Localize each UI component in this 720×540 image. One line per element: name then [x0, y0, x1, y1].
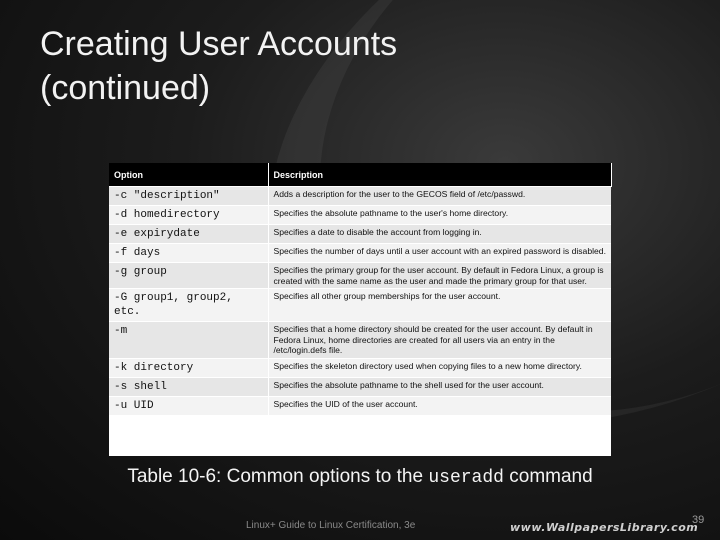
option-cell: -g group — [109, 263, 268, 289]
table-row — [109, 377, 611, 396]
caption-text: Table 10-6: Common options to the — [127, 466, 429, 487]
table-row — [109, 358, 611, 377]
table-row — [109, 396, 611, 415]
header-option: Option — [109, 163, 268, 187]
table-row — [109, 289, 611, 322]
option-cell: -c "description" — [109, 187, 268, 206]
description-cell: Specifies that a home directory should be created for the user account. By default in Fedora Linux, home directories are created for all users via an entry in the /etc/login.defs file. — [268, 322, 611, 359]
description-cell: Specifies the number of days until a user account with an expired password is disabled. — [268, 244, 611, 263]
table-row — [109, 206, 611, 225]
option-cell: -k directory — [109, 358, 268, 377]
option-cell: -u UID — [109, 396, 268, 415]
table-row — [109, 187, 611, 206]
description-cell: Specifies the UID of the user account. — [268, 396, 611, 415]
table-row — [109, 263, 611, 289]
footer-text: Linux+ Guide to Linux Certification, 3e — [246, 520, 416, 531]
caption-text-end: command — [503, 466, 593, 487]
description-cell: Specifies a date to disable the account from logging in. — [268, 225, 611, 244]
description-cell: Specifies all other group memberships for the user account. — [268, 289, 611, 322]
options-table-image — [109, 163, 611, 456]
description-cell: Specifies the skeleton directory used when copying files to a new home directory. — [268, 358, 611, 377]
watermark: www.WallpapersLibrary.com — [510, 521, 699, 534]
option-cell: -f days — [109, 244, 268, 263]
table-body — [109, 187, 611, 415]
header-description: Description — [268, 163, 611, 187]
description-cell: Specifies the absolute pathname to the user's home directory. — [268, 206, 611, 225]
useradd-options-table — [109, 163, 612, 415]
title-line-1: Creating User Accounts — [40, 25, 398, 63]
caption-command: useradd — [428, 468, 504, 488]
option-cell: -G group1, group2, etc. — [109, 289, 268, 322]
option-cell: -d homedirectory — [109, 206, 268, 225]
slide-title — [40, 22, 397, 110]
page-number: 39 — [692, 514, 705, 526]
option-cell: -e expirydate — [109, 225, 268, 244]
table-row — [109, 322, 611, 359]
option-cell: -s shell — [109, 377, 268, 396]
description-cell: Adds a description for the user to the GECOS field of /etc/passwd. — [268, 187, 611, 206]
description-cell: Specifies the primary group for the user account. By default in Fedora Linux, a group is created with the same name as the user and made the primary group for that user. — [268, 263, 611, 289]
table-header-row — [109, 163, 611, 187]
option-cell: -m — [109, 322, 268, 359]
title-line-2: (continued) — [40, 69, 211, 107]
table-caption — [0, 466, 720, 488]
table-row — [109, 244, 611, 263]
table-row — [109, 225, 611, 244]
description-cell: Specifies the absolute pathname to the shell used for the user account. — [268, 377, 611, 396]
